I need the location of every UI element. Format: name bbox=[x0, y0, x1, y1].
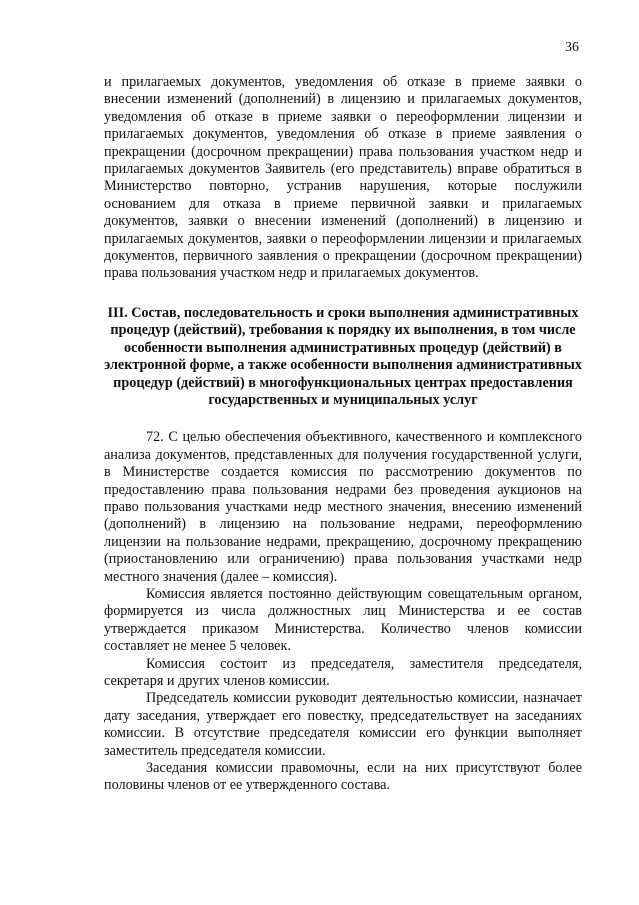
paragraph-commission-status: Комиссия является постоянно действующим совещательным органом, формируется из числа должностных лиц Министерства и ее состав утверждается приказом Министерства. Количество членов комиссии составляет не менее 5 человек. bbox=[104, 585, 582, 655]
paragraph-quorum: Заседания комиссии правомочны, если на них присутствуют более половины членов от ее утвержденного состава. bbox=[104, 760, 582, 794]
paragraph-continuation: и прилагаемых документов, уведомления об отказе в приеме заявки о внесении изменений (дополнений) в лицензию и прилагаемых документов, уведомления об отказе в приеме заявки о переоформлении лицензии и прилагаемых документов, уведомления об отказе в приеме заявления о прекращении (досрочном прекращении) права пользования участком недр и прилагаемых документов Заявитель (его представитель) вправе обратиться в Министерство повторно, устранив нарушения, которые послужили основанием для отказа в приеме первичной заявки и прилагаемых документов, заявки о внесении изменений (дополнений) в лицензию и прилагаемых документов, заявки о переоформлении лицензии и прилагаемых документов, первичного заявления о прекращении (досрочном прекращении) права пользования участком недр и прилагаемых документов. bbox=[104, 74, 582, 282]
document-body bbox=[104, 74, 582, 795]
paragraph-commission-composition: Комиссия состоит из председателя, заместителя председателя, секретаря и других членов комиссии. bbox=[104, 655, 582, 689]
paragraph-72: 72. С целью обеспечения объективного, качественного и комплексного анализа документов, представленных для получения государственной услуги, в Министерстве создается комиссия по рассмотрению документов по предоставлению права пользования недрами без проведения аукционов на право пользования участками недр местного значения, внесению изменений (дополнений) в лицензию на пользование недрами, переоформлению лицензии на пользование недрами, прекращению, досрочному прекращению (приостановлению или ограничению) права пользования участками недр местного значения (далее – комиссия). bbox=[104, 429, 582, 585]
page-number: 36 bbox=[565, 40, 579, 55]
section-heading: III. Состав, последовательность и сроки выполнения административных процедур (действий), требования к порядку их выполнения, в том числе особенности выполнения административных процедур (действий) в электронной форме, а также особенности выполнения административных процедур (действий) в многофункциональных центрах предоставления государственных и муниципальных услуг bbox=[104, 304, 582, 408]
paragraph-chairman-duties: Председатель комиссии руководит деятельностью комиссии, назначает дату заседания, утверждает его повестку, председательствует на заседаниях комиссии. В отсутствие председателя комиссии его функции выполняет заместитель председателя комиссии. bbox=[104, 690, 582, 759]
